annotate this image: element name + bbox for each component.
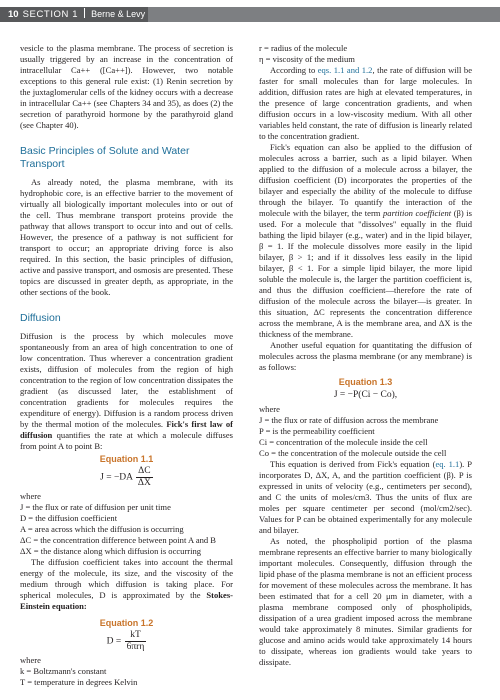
- where-label: where: [20, 655, 41, 665]
- text-run: Diffusion is the process by which molecules move spontaneously from an area of high concentration to one of low concentration. Thus wherever a concentration gradient exists, diffusion of molecules from the region of high concentration to the region of low concentration dissipates the gradient (as discussed later, the establishment of concentration gradients for molecules requires the expenditure of energy). Diffusion is a random process driven by the thermal motion of the molecules.: [20, 331, 233, 429]
- where-label: where: [20, 491, 41, 501]
- definition-line: r = radius of the molecule: [259, 43, 348, 53]
- text-run: ). P incorporates D, ΔX, A, and the partition coefficient (β). P is expressed in units of velocity (e.g., centimeters per second), and C the units of moles/cm3. Thus the units of flux are moles per square centimeter per second (mol/cm2/sec). Values for P can be obtained experimentally for any molecule and bilayer.: [259, 459, 472, 535]
- header-tab: [0, 7, 148, 34]
- book-title: Berne & Levy Physiology: [0, 9, 146, 34]
- paragraph: As noted, the phospholipid portion of the plasma membrane represents an effective barrier to many biologically important molecules. Consequently, diffusion through the lipid phase of the plasma membrane is not an efficient process for movement of these molecules across the membrane. It has been estimated that for a cell 20 μm in diameter, with a plasma membrane composed only of phospholipids, dissipation of a urea gradient imposed across the membrane would take approximately 8 minutes. Similar gradients for glucose and amino acids would take approximately 14 hours to dissipate, whereas ion gradients would take years to dissipate.: [259, 536, 472, 667]
- fraction-numerator: ΔC: [136, 466, 153, 478]
- right-column: [259, 43, 472, 668]
- italic-term: partition coefficient: [383, 208, 452, 218]
- fraction: [136, 466, 153, 489]
- definition-line: D = the diffusion coefficient: [20, 513, 118, 523]
- definition-line: J = the flux or rate of diffusion per unit time: [20, 502, 171, 512]
- definition-line: P = is the permeability coefficient: [259, 426, 375, 436]
- paragraph: vesicle to the plasma membrane. The process of secretion is usually triggered by an increase in the concentration of intracellular Ca++ ([Ca++]). However, two notable exceptions to this general rule exist: (1) Renin secretion by the juxtaglomerular cells of the kidney occurs with a decrease in intracellular Ca++ (see Chapters 34 and 35), as does (2) the secretion of parathyroid hormone by the parathyroid gland (see Chapter 40).: [20, 43, 233, 130]
- paragraph: Another useful equation for quantitating the diffusion of molecules across the plasma membrane (or any membrane) is as follows:: [259, 340, 472, 372]
- paragraph: [20, 557, 233, 612]
- text-run: The diffusion coefficient takes into account the thermal energy of the molecule, its size, and the viscosity of the medium through which diffusion is taking place. For spherical molecules, D is approximated by the: [20, 557, 233, 600]
- equation: J = −P(Ci − Co),: [333, 390, 398, 400]
- text-run: According to: [270, 65, 316, 75]
- definition-line: A = area across which the diffusion is occurring: [20, 524, 184, 534]
- fraction-numerator: kT: [125, 630, 147, 642]
- equation-lhs: D =: [106, 636, 122, 647]
- equation-label: Equation 1.1: [99, 454, 154, 464]
- section-label: SECTION 1: [22, 9, 79, 20]
- text-run: (β) is used. For a molecule that "dissolves" equally in the fluid bathing the lipid bilayer (e.g., water) and in the lipid bilayer, β = 1. If the molecule dissolves more easily in the lipid bilayer, β > 1; and if it dissolves less easily in the lipid bilayer, β < 1. For a simple lipid bilayer, the more lipid soluble the molecule is, the larger the partition coefficient is, and thus the diffusion coefficient—therefore the rate of diffusion of the molecule across the bilayer—is greater. In this situation, ΔC represents the concentration difference across the membrane, A is the membrane area, and ΔX is the thickness of the membrane.: [259, 208, 472, 339]
- paragraph: As already noted, the plasma membrane, with its hydrophobic core, is an effective barrier to the movement of virtually all biologically important molecules into or out of the cell. Thus membrane transport proteins provide the pathway that allows transport to occur into and out of cells. However, the presence of a pathway is not sufficient for transport to occur; an appropriate driving force is also required. In this section, the basic principles of diffusion, active and passive transport, and osmosis are presented. These topics are discussed in greater depth, as appropriate, in the other sections of the book.: [20, 177, 233, 297]
- text-run: quantifies the rate at which a molecule diffuses from point A to point B:: [20, 430, 233, 451]
- left-column: [20, 43, 233, 688]
- text-run: Fick's equation can also be applied to the diffusion of molecules across a barrier, such as a lipid bilayer. When applied to the diffusion of a molecule across a bilayer, the diffusion coefficient (D) incorporates the properties of the bilayer and especially the ability of the molecule to diffuse through the bilayer. To quantify the interaction of the molecule with the bilayer, the term: [259, 142, 472, 218]
- where-label: where: [259, 404, 280, 414]
- text-run: , the rate of diffusion will be faster for small molecules than for large molecules. In addition, diffusion rates are high at elevated temperatures, in the presence of large concentration gradients, and when diffusion occurs in a low-viscosity medium. With all other variables held constant, the rate of diffusion is linearly related to the concentration gradient.: [259, 65, 472, 141]
- header-divider: [84, 8, 85, 18]
- section-heading: Diffusion: [20, 312, 61, 324]
- equation-label: Equation 1.2: [99, 618, 154, 628]
- definition-line: ΔX = the distance along which diffusion is occurring: [20, 546, 202, 556]
- definition-line: T = temperature in degrees Kelvin: [20, 677, 138, 687]
- section-heading: Basic Principles of Solute and Water Transport: [20, 145, 190, 170]
- fraction-denominator: 6πrη: [126, 642, 145, 652]
- definition-line: Ci = concentration of the molecule inside the cell: [259, 437, 428, 447]
- paragraph: [259, 142, 472, 340]
- text-run: This equation is derived from Fick's equation (: [270, 459, 436, 469]
- equation-reference-link[interactable]: eqs. 1.1 and 1.2: [317, 65, 373, 75]
- equation: [20, 630, 233, 653]
- equation-reference-link[interactable]: eq. 1.1: [435, 459, 460, 469]
- fraction: [125, 630, 147, 653]
- equation: [20, 466, 233, 489]
- paragraph: [20, 331, 233, 452]
- page-number: 10: [8, 9, 19, 20]
- definition-line: k = Boltzmann's constant: [20, 666, 107, 676]
- definition-line: ΔC = the concentration difference between point A and B: [20, 535, 216, 545]
- paragraph: [259, 65, 472, 142]
- equation-label: Equation 1.3: [338, 377, 393, 387]
- definition-line: J = the flux or rate of diffusion across the membrane: [259, 415, 439, 425]
- paragraph: [259, 459, 472, 536]
- fraction-denominator: ΔX: [137, 478, 151, 488]
- definition-line: Co = the concentration of the molecule outside the cell: [259, 448, 447, 458]
- bold-term: Stokes-Einstein equation:: [20, 590, 234, 611]
- equation-lhs: J = −DA: [100, 472, 133, 483]
- running-header: [0, 0, 500, 34]
- definition-line: η = viscosity of the medium: [259, 54, 355, 64]
- bold-term: Fick's first law of diffusion: [20, 419, 234, 440]
